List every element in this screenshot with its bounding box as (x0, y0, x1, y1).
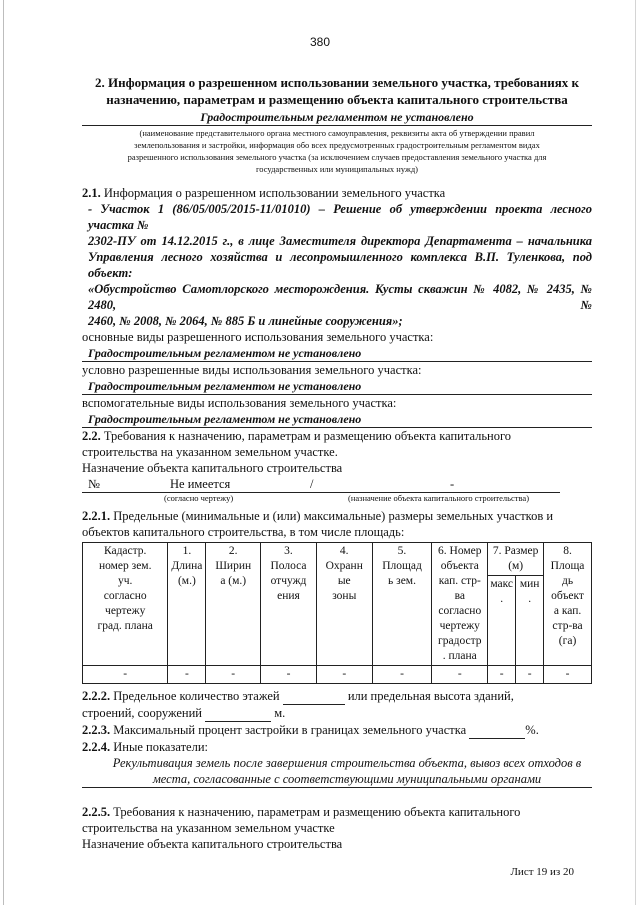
purpose-label: Назначение объекта капитального строительства (82, 461, 343, 475)
document-body (82, 74, 592, 852)
sheet-counter: Лист 19 из 20 (510, 866, 574, 878)
subheader-max: макс . (488, 576, 516, 666)
scan-edge-right (635, 0, 636, 905)
parameters-table (82, 542, 592, 684)
main-uses-label: основные виды разрешенного использования земельного участка: (82, 330, 434, 344)
purpose-dash: - (450, 477, 455, 491)
section-2-1-heading (82, 185, 592, 201)
purpose-row (82, 476, 560, 493)
scan-edge-left (3, 0, 4, 905)
table-cell: - (316, 666, 372, 684)
auxiliary-uses-value: Градостроительным регламентом не установлено (82, 411, 592, 428)
section-2-2-line2: строительства на указанном земельном участке. (82, 445, 338, 459)
header-protection-zones: 4. Охранн ые зоны (316, 543, 372, 666)
decision-line: 2302-ПУ от 14.12.2015 г., в лице Заместителя директора Департамента – начальника (88, 234, 592, 248)
table-cell: - (168, 666, 206, 684)
regulation-note (90, 127, 584, 175)
purpose-label-2: Назначение объекта капитального строительства (82, 837, 343, 851)
header-length: 1. Длина (м.) (168, 543, 206, 666)
section-text: Требования к назначению, параметрам и размещению объекта капитального (110, 805, 521, 819)
table-cell: - (261, 666, 317, 684)
section-2-2-5 (82, 804, 592, 820)
auxiliary-uses-label: вспомогательные виды использования земельного участка: (82, 396, 397, 410)
table-row (83, 666, 592, 684)
table-cell: - (544, 666, 592, 684)
caption-purpose: (назначение объекта капитального строительства) (348, 493, 530, 503)
indicator-line: места, согласованные с соответствующими муниципальными органами (152, 772, 542, 786)
header-width: 2. Ширин а (м.) (206, 543, 261, 666)
section-2-2-2-line2 (82, 705, 592, 722)
section-number: 2.2.5. (82, 805, 111, 819)
section-number: 2.2.2. (82, 689, 111, 703)
decision-text (82, 201, 592, 329)
section-title-line1: 2. Информация о разрешенном использовании земельного участка, требованиях к (95, 75, 579, 90)
section-text: Требования к назначению, параметрам и размещению объекта капитального (100, 429, 512, 443)
header-land-area: 5. Площад ь зем. (372, 543, 432, 666)
section-title-line2: назначению, параметрам и размещению объекта капитального строительства (106, 92, 568, 107)
caption-drawing: (согласно чертежу) (164, 493, 234, 503)
indicator-line: Рекультивация земель после завершения строительства объекта, вывоз всех отходов в (112, 756, 582, 770)
other-indicators (82, 755, 592, 788)
section-text: Иные показатели: (110, 740, 208, 754)
table-cell: - (432, 666, 488, 684)
section-2-2-heading (82, 428, 592, 444)
note-line: (наименование представительного органа местного самоуправления, реквизиты акта об утверждении правил (139, 128, 535, 138)
section-text: строений, сооружений (82, 706, 202, 720)
section-2-2-1-heading (82, 508, 592, 524)
section-2-2-5-line2: строительства на указанном земельном участке (82, 821, 335, 835)
purpose-number-value: Не имеется (170, 477, 231, 491)
conditional-uses-label: условно разрешенные виды использования земельного участка: (82, 363, 422, 377)
section-number: 2.1. (82, 186, 101, 200)
section-text: или предельная высота зданий, (347, 689, 514, 703)
decision-line: - Участок 1 (86/05/005/2015-11/01010) – Решение об утверждении проекта лесного участка № (88, 202, 592, 232)
header-size: 7. Размер (м) (488, 543, 544, 576)
table-cell: - (83, 666, 168, 684)
purpose-captions (82, 493, 592, 504)
main-uses-value: Градостроительным регламентом не установлено (82, 345, 592, 362)
page-number: 380 (309, 35, 331, 49)
number-sign: № (88, 477, 100, 491)
section-2-2-1-line2: объектов капитального строительства, в том числе площадь: (82, 525, 405, 539)
decision-line: «Обустройство Самотлорского месторождения. Кусты скважин № 4082, № 2435, № 2480, № (88, 282, 592, 312)
section-2-2-2 (82, 688, 592, 705)
section-number: 2.2. (82, 429, 101, 443)
table-cell: - (372, 666, 432, 684)
section-number: 2.2.1. (82, 509, 111, 523)
note-line: землепользования и застройки, информация обо всех предусмотренных градостроительным регламентом видах (134, 140, 540, 150)
section-text: Предельные (минимальные и (или) максимальные) размеры земельных участков и (110, 509, 554, 523)
note-line: государственных или муниципальных нужд) (255, 164, 419, 174)
section-number: 2.2.4. (82, 740, 111, 754)
floors-blank[interactable] (283, 688, 345, 705)
regulation-statement: Градостроительным регламентом не установлено (82, 109, 592, 126)
section-2-2-4 (82, 739, 592, 755)
header-strip: 3. Полоса отчужд ения (261, 543, 317, 666)
table-cell: - (516, 666, 544, 684)
decision-line: Управления лесного хозяйства и лесопромышленного комплекса В.П. Туленкова, под объект: (88, 250, 592, 280)
section-number: 2.2.3. (82, 723, 111, 737)
header-object-area: 8. Площа дь объект а кап. стр-ва (га) (544, 543, 592, 666)
height-blank[interactable] (205, 705, 271, 722)
conditional-uses-value: Градостроительным регламентом не установлено (82, 378, 592, 395)
section-text: Максимальный процент застройки в границах земельного участка (110, 723, 467, 737)
header-cadastral: Кадастр. номер зем. уч. согласно чертежу град. плана (83, 543, 168, 666)
section-2-2-3 (82, 722, 592, 739)
section-text: Предельное количество этажей (110, 689, 280, 703)
unit-label: %. (525, 723, 539, 737)
section-text: Информация о разрешенном использовании земельного участка (100, 186, 446, 200)
unit-label: м. (274, 706, 286, 720)
purpose-slash: / (310, 477, 314, 491)
table-cell: - (206, 666, 261, 684)
decision-line: 2460, № 2008, № 2064, № 885 Б и линейные сооружения»; (88, 314, 403, 328)
table-cell: - (488, 666, 516, 684)
header-object-number: 6. Номер объекта кап. стр- ва согласно чертежу градостр . плана (432, 543, 488, 666)
subheader-min: мин . (516, 576, 544, 666)
note-line: разрешенного использования земельного участка (за исключением случаев предоставления земельного участка для (127, 152, 547, 162)
table-header-row (83, 543, 592, 576)
coverage-blank[interactable] (469, 722, 525, 739)
